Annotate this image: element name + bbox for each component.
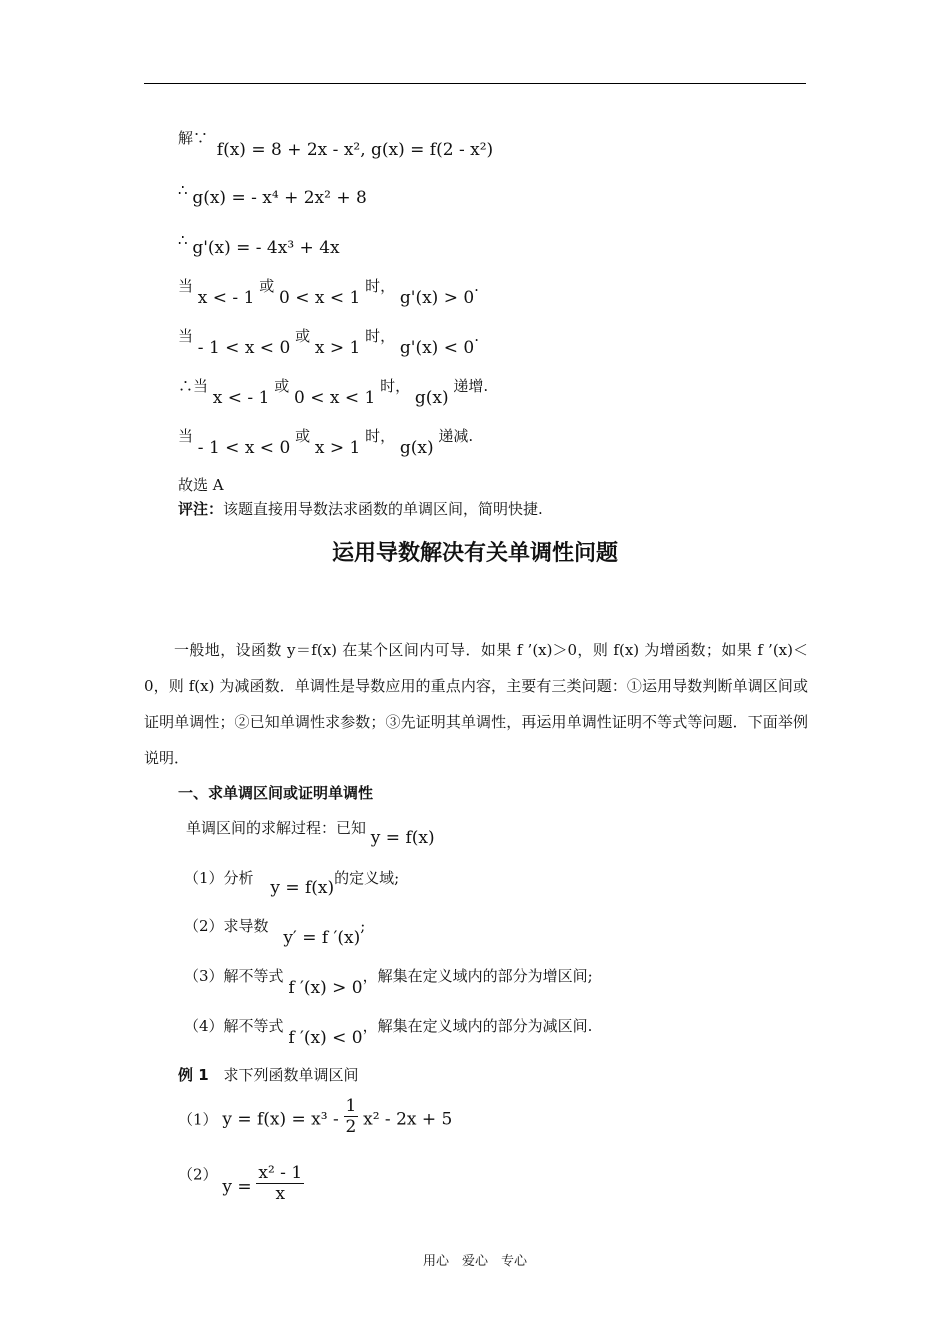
- line-lead: ∴: [178, 231, 188, 249]
- step-text: ，解集在定义域内的部分为减区间.: [362, 1017, 593, 1035]
- section-heading: 一、求单调区间或证明单调性: [178, 784, 374, 802]
- step-text: 的定义域;: [334, 869, 400, 887]
- header-rule: [144, 83, 806, 84]
- line-text: 或: [274, 377, 290, 395]
- line-text: .: [474, 327, 479, 345]
- solution-line-5: [178, 327, 479, 358]
- line-lead: 当: [178, 277, 194, 295]
- line-text: 递增.: [453, 377, 489, 395]
- line-text: .: [474, 277, 479, 295]
- math-expression: x < - 1: [212, 388, 270, 408]
- line-text: 时，: [380, 377, 411, 395]
- part-number: （1）: [178, 1110, 218, 1129]
- math-expression: 0 < x < 1: [278, 288, 361, 308]
- solution-line-1: [178, 129, 494, 160]
- comment-label: 评注：: [178, 500, 224, 518]
- step-2: [184, 917, 366, 948]
- math-expression: g(x) = - x⁴ + 2x² + 8: [192, 188, 367, 208]
- page-footer: 用心 爱心 专心: [422, 1254, 527, 1269]
- math-expression: x < - 1: [197, 288, 255, 308]
- line-lead: ∴当: [178, 377, 209, 395]
- example-text: 求下列函数单调区间: [223, 1066, 359, 1084]
- step-3: [184, 967, 593, 998]
- fraction-denominator: x: [275, 1184, 286, 1204]
- math-expression: y = f(x) = x³ -: [222, 1109, 339, 1130]
- math-expression: g(x): [414, 388, 449, 408]
- step-1: [184, 869, 400, 898]
- math-expression: x² - 2x + 5: [363, 1109, 453, 1130]
- fraction: [344, 1096, 359, 1137]
- comment: [178, 502, 543, 517]
- process-lead: 单调区间的求解过程：已知: [186, 819, 367, 837]
- solution-line-3: [178, 231, 340, 258]
- math-expression: g(x): [399, 438, 434, 458]
- line-lead: ∴: [178, 181, 188, 199]
- solution-line-7: [178, 427, 474, 458]
- step-text: ，解集在定义域内的部分为增区间;: [362, 967, 593, 985]
- fraction-numerator: 1: [345, 1096, 357, 1116]
- example-part-2: [178, 1155, 304, 1204]
- line-lead: 当: [178, 327, 194, 345]
- line-text: 时，: [365, 327, 396, 345]
- math-expression: y =: [222, 1176, 252, 1197]
- example-part-1: [178, 1096, 453, 1141]
- section-title: 运用导数解决有关单调性问题: [331, 541, 618, 566]
- line-text: 或: [295, 327, 311, 345]
- solution-line-2: [178, 181, 367, 208]
- math-expression: x > 1: [314, 338, 361, 358]
- math-expression: 0 < x < 1: [293, 388, 376, 408]
- example-heading: [178, 1068, 358, 1083]
- intro-paragraph: 一般地，设函数 y＝f(x) 在某个区间内可导．如果 f ’(x)＞0，则 f(x) 为增函数；如果 f ’(x)＜0，则 f(x) 为减函数．单调性是导数应用的重点内容，主要有三类问题：①运用导数判断单调区间或证明单调性；②已知单调性求参数；③先证明其单调性，再运用单调性证明不等式等问题．下面举例说明．: [144, 641, 808, 767]
- part-number: （2）: [178, 1165, 218, 1184]
- solution-line-6: [178, 377, 489, 408]
- fraction-numerator: x² - 1: [258, 1163, 303, 1183]
- fraction-denominator: 2: [345, 1117, 357, 1137]
- step-text: ;: [360, 917, 366, 935]
- line-text: 时，: [365, 277, 396, 295]
- line-text: 或: [295, 427, 311, 445]
- math-expression: y′ = f ′(x): [283, 928, 361, 948]
- step-number: （3）解不等式: [184, 967, 284, 985]
- math-expression: g'(x) < 0: [399, 338, 475, 358]
- math-expression: g'(x) > 0: [399, 288, 475, 308]
- process-line: [186, 819, 435, 848]
- math-expression: x > 1: [314, 438, 361, 458]
- math-expression: f ′(x) < 0: [288, 1028, 363, 1048]
- solution-line-4: [178, 277, 479, 308]
- math-expression: - 1 < x < 0: [197, 438, 291, 458]
- fraction: [256, 1163, 304, 1204]
- math-expression: y = f(x): [270, 878, 335, 898]
- line-lead: 解∵: [178, 129, 209, 147]
- step-number: （2）求导数: [184, 917, 269, 935]
- step-number: （4）解不等式: [184, 1017, 284, 1035]
- line-text: 递减.: [438, 427, 474, 445]
- step-4: [184, 1017, 593, 1048]
- math-expression: - 1 < x < 0: [197, 338, 291, 358]
- math-expression: y = f(x): [370, 828, 435, 848]
- line-lead: 当: [178, 427, 194, 445]
- math-expression: f(x) = 8 + 2x - x², g(x) = f(2 - x²): [216, 140, 494, 160]
- comment-text: 该题直接用导数法求函数的单调区间，简明快捷.: [223, 500, 543, 518]
- math-expression: g'(x) = - 4x³ + 4x: [192, 238, 340, 258]
- step-number: （1）分析: [184, 869, 254, 887]
- line-text: 时，: [365, 427, 396, 445]
- math-expression: f ′(x) > 0: [288, 978, 363, 998]
- line-text: 或: [259, 277, 275, 295]
- example-label: 例 1: [178, 1066, 209, 1084]
- choose-answer: 故选 A: [178, 476, 224, 494]
